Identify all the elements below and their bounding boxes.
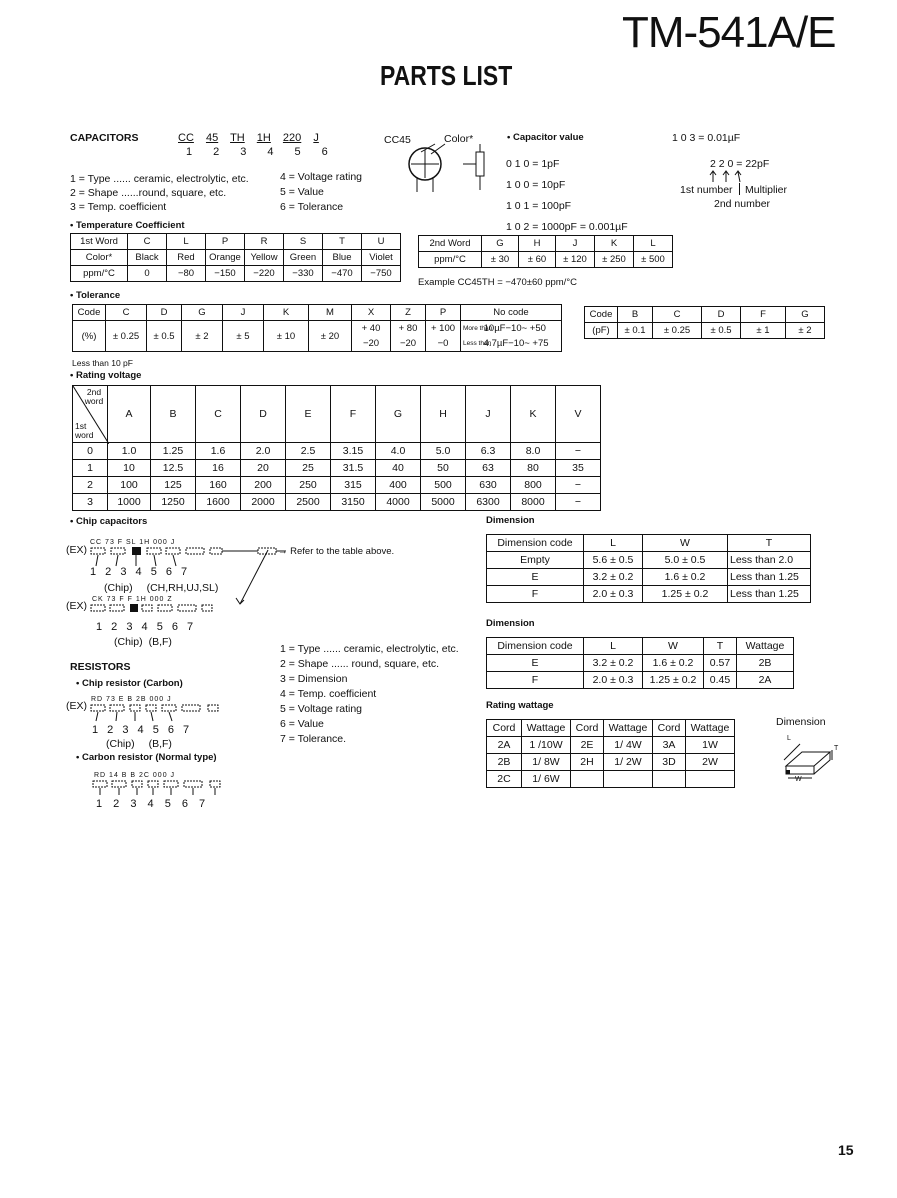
capacitor-code-indices: 1 2 3 4 5 6 xyxy=(186,146,328,158)
chip-cap-indices-2: 1 2 3 4 5 6 7 xyxy=(96,621,194,633)
diagram-label: CC45 xyxy=(384,134,411,146)
capacitor-legend-left: 1 = Type ...... ceramic, electrolytic, etc. 2 = Shape ......round, square, etc. 3 = Temp. coefficient xyxy=(70,173,249,213)
page-number: 15 xyxy=(838,1142,854,1158)
chip-cap-labels-2: (Chip) (B,F) xyxy=(114,636,172,648)
corner-bottom: 1st word xyxy=(75,421,94,440)
temp-coeff-example: Example CC45TH = −470±60 ppm/°C xyxy=(418,277,577,288)
first-number-label: 1st number xyxy=(680,184,733,196)
temp-coeff-heading: • Temperature Coefficient xyxy=(70,220,185,231)
chip-cap-boxes-2 xyxy=(90,603,240,621)
carbon-resistor-heading: • Carbon resistor (Normal type) xyxy=(76,752,217,763)
tolerance-table-2: Code B C D F G (pF) ± 0.1 ± 0.25 ± 0.5 ± 1 ± 2 xyxy=(584,306,825,339)
capacitor-value-heading: • Capacitor value xyxy=(507,132,584,143)
rating-wattage-heading: Rating wattage xyxy=(486,700,554,711)
code-part: J xyxy=(313,132,319,144)
multiplier-label: Multiplier xyxy=(745,184,788,196)
value-demo-arrows xyxy=(708,170,768,184)
chip-cap-code-1: CC 73 F SL 1H 000 J xyxy=(90,539,176,546)
resistors-heading: RESISTORS xyxy=(70,661,131,673)
chip-resistor-code: RD 73 E B 2B 000 J xyxy=(91,696,172,703)
capacitor-diagram xyxy=(395,140,495,195)
tolerance-note: Less than 10 pF xyxy=(72,358,133,368)
capacitor-code xyxy=(178,132,319,144)
dimension-l-label: L xyxy=(787,735,791,742)
chip-resistor-heading: • Chip resistor (Carbon) xyxy=(76,678,183,689)
color-label: Color* xyxy=(444,133,474,145)
dimension-table-2: Dimension code L W T Wattage E 3.2 ± 0.2 1.6 ± 0.2 0.57 2B F 2.0 ± 0.3 1.25 ± 0.2 0.45 2A xyxy=(486,637,794,689)
tolerance-heading: • Tolerance xyxy=(70,290,121,301)
capacitor-value-example-right: 1 0 3 = 0.01µF xyxy=(672,132,741,144)
chip-cap-indices-1: 1 2 3 4 5 6 7 xyxy=(90,566,188,578)
capacitor-legend-right: 4 = Voltage rating 5 = Value 6 = Tolerance xyxy=(280,171,363,213)
carbon-resistor-boxes xyxy=(92,779,242,797)
resistor-legend: 1 = Type ...... ceramic, electrolytic, etc. 2 = Shape ...... round, square, etc. 3 = Dimension 4 = Temp. coefficient 5 = Voltage rating 6 = Value 7 = Tolerance. xyxy=(280,643,459,745)
dimension-diagram-label: Dimension xyxy=(776,716,826,728)
dimension-table-1: Dimension code L W T Empty 5.6 ± 0.5 5.0 ± 0.5 Less than 2.0 E 3.2 ± 0.2 1.6 ± 0.2 Less than 1.25 F 2.0 ± 0.3 1.25 ± 0.2 Less than 1.25 xyxy=(486,534,811,603)
dimension-heading-2: Dimension xyxy=(486,618,535,629)
rating-voltage-table: 2nd word 1st word A B C D E F G H J K V 0 1.0 1.25 1.6 2.0 2.5 3.15 4.0 5.0 6.3 8.0 − 1 10 12.5 16 20 25 31.5 40 50 63 80 35 2 100 125 160 200 250 315 400 500 630 800 − 3 1000 1250 1600 2000 2500 3150 4000 5000 6300 8000 − xyxy=(72,385,601,511)
code-part: CC xyxy=(178,132,194,144)
chip-capacitors-heading: • Chip capacitors xyxy=(70,516,148,527)
dimension-t-label: T xyxy=(834,745,839,752)
chip-cap-code-2: CK 73 F F 1H 000 Z xyxy=(92,596,173,603)
dimension-heading-1: Dimension xyxy=(486,515,535,526)
capacitors-heading: CAPACITORS xyxy=(70,132,139,144)
page-title: PARTS LIST xyxy=(380,60,513,91)
second-number-label: 2nd number xyxy=(714,198,771,210)
rating-wattage-table: Cord Wattage Cord Wattage Cord Wattage 2A 1 /10W 2E 1/ 4W 3A 1W 2B 1/ 8W 2H 1/ 2W 3D 2W 2C 1/ 6W xyxy=(486,719,735,788)
chip-cap-ex-2: (EX) xyxy=(66,600,87,612)
capacitor-value-demo: 2 2 0 = 22pF xyxy=(710,158,770,170)
code-part: TH xyxy=(230,132,245,144)
temp-coeff-table: 1st Word C L P R S T U Color* Black Red Orange Yellow Green Blue Violet ppm/°C 0 −80 −150 −220 −330 −470 −750 xyxy=(70,233,401,282)
code-part: 45 xyxy=(205,132,219,144)
chip-cap-ex-1: (EX) xyxy=(66,544,87,556)
chip-resistor-boxes xyxy=(90,703,240,723)
chip-resistor-indices: 1 2 3 4 5 6 7 xyxy=(92,724,190,736)
tolerance-table: Code C D G J K M X Z P No code (%) ± 0.25 ± 0.5 ± 2 ± 5 ± 10 ± 20 + 40 + 80 + 100 More than 10µF−10~ +50 −20 −20 −0 Less than 4.7µF−10~ +75 xyxy=(72,304,562,352)
dimension-w-label: W xyxy=(795,776,802,783)
chip-resistor-labels: (Chip) (B,F) xyxy=(106,738,172,750)
carbon-resistor-indices: 1 2 3 4 5 6 7 xyxy=(96,798,206,810)
chip-resistor-ex: (EX) xyxy=(66,700,87,712)
corner-top: 2nd word xyxy=(84,387,104,406)
temp-coeff-table-2: 2nd Word G H J K L ppm/°C ± 30 ± 60 ± 120 ± 250 ± 500 xyxy=(418,235,673,268)
chip-cap-connector xyxy=(232,548,272,608)
code-part: 1H xyxy=(256,132,271,144)
carbon-resistor-code: RD 14 B B 2C 000 J xyxy=(94,772,176,779)
capacitor-value-examples: 0 1 0 = 1pF 1 0 0 = 10pF 1 0 1 = 100pF 1 0 2 = 1000pF = 0.001µF xyxy=(506,158,628,233)
chip-cap-labels-1: (Chip) (CH,RH,UJ,SL) xyxy=(104,582,219,594)
chip-cap-refer: → Refer to the table above. xyxy=(278,546,395,557)
code-part: 220 xyxy=(282,132,302,144)
model-number: TM-541A/E xyxy=(622,8,836,57)
rating-voltage-heading: • Rating voltage xyxy=(70,370,142,381)
